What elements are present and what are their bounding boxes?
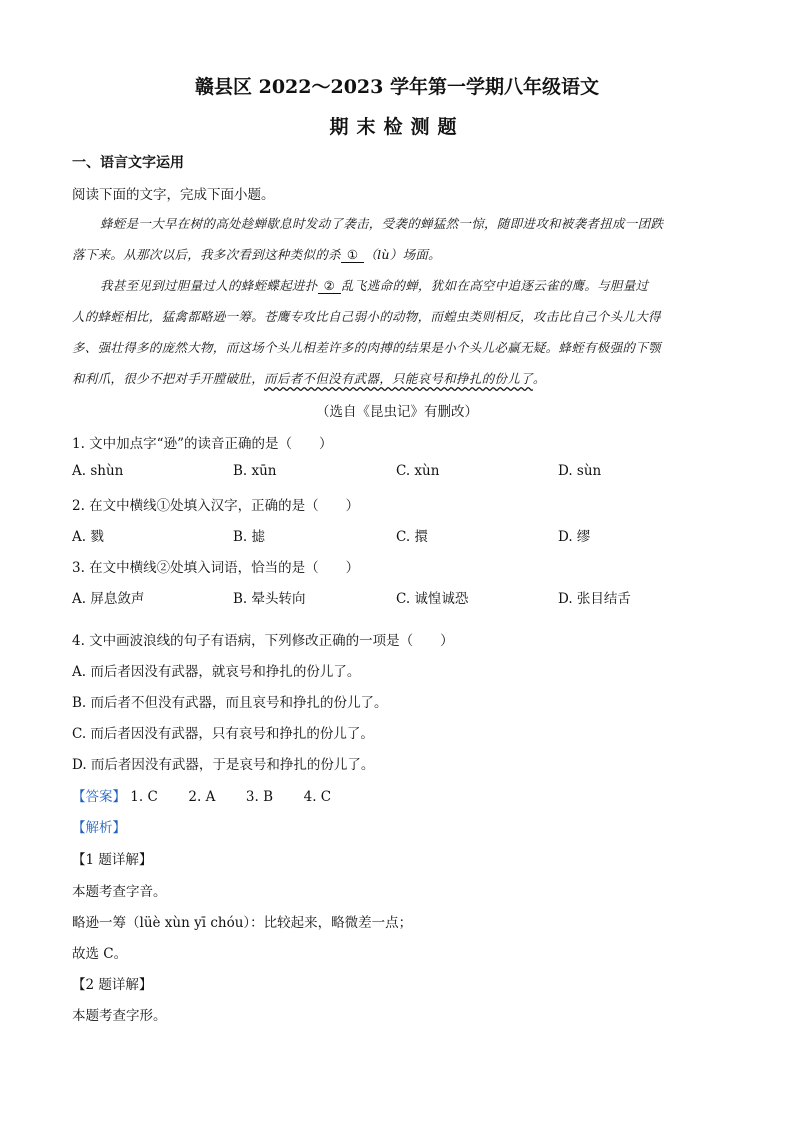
question-1-option-b[interactable]: B. xūn [233,463,277,479]
answer-item: 3. B [245,789,274,805]
section-heading: 一、语言文字运用 [72,155,184,171]
passage-p2-line3: 多、强壮得多的庞然大物，而这场个头儿相差许多的肉搏的结果是小个头儿必赢无疑。蜂蛭有极强的下颚 [72,340,661,355]
passage-text: （lù）场面。 [364,247,441,262]
wavy-underlined-sentence: 而后者不但没有武器，只能哀号和挣扎的份儿了 [264,371,533,386]
blank-1: ① [341,247,365,263]
question-4-stem: 4. 文中画波浪线的句子有语病，下列修改正确的一项是（ ） [72,633,454,649]
question-1-option-a[interactable]: A. shùn [72,463,124,479]
passage-p2-line4 [72,369,546,387]
question-2-option-c[interactable]: C. 擐 [396,529,428,545]
section-instruction: 阅读下面的文字，完成下面小题。 [72,187,275,203]
page-subtitle: 期末检测题 [329,116,465,138]
blank-2: ② [318,278,342,294]
passage-p1-line2 [72,245,441,263]
q2-detail-heading: 【2 题详解】 [72,977,153,993]
question-1-stem: 1. 文中加点字“逊”的读音正确的是（ ） [72,436,333,452]
q2-detail-line: 本题考查字形。 [72,1008,167,1024]
passage-p2-line2: 人的蜂蛭相比，猛禽都略逊一筹。苍鹰专攻比自己弱小的动物，而蝗虫类则相反，攻击比自己个头儿大得 [72,309,661,324]
question-2-option-b[interactable]: B. 摅 [233,529,266,545]
question-3-option-a[interactable]: A. 屏息敛声 [72,591,145,607]
question-3-option-d[interactable]: D. 张目结舌 [558,591,631,607]
question-3-stem: 3. 在文中横线②处填入词语，恰当的是（ ） [72,560,360,576]
question-4-option-a[interactable]: A. 而后者因没有武器，就哀号和挣扎的份儿了。 [72,664,361,680]
q1-detail-line: 故选 C。 [72,946,128,962]
passage-p2-line1 [100,276,648,294]
passage-text: 我甚至见到过胆量过人的蜂蛭蝶起进扑 [100,278,318,293]
passage-text: 和利爪，很少不把对手开膛破肚， [72,371,265,386]
question-4-option-c[interactable]: C. 而后者因没有武器，只有哀号和挣扎的份儿了。 [72,726,374,742]
answer-item: 2. A [188,789,216,805]
answer-item: 1. C [130,789,158,805]
passage-p1-line1: 蜂蛭是一大早在树的高处趁蝉歇息时发动了袭击，受袭的蝉猛然一惊，随即进攻和被袭者扭成一团跌 [100,216,664,231]
question-2-option-a[interactable]: A. 戮 [72,529,104,545]
q1-detail-line: 本题考查字音。 [72,884,167,900]
question-3-option-b[interactable]: B. 晕头转向 [233,591,306,607]
question-4-option-d[interactable]: D. 而后者因没有武器，于是哀号和挣扎的份儿了。 [72,757,375,773]
answer-item: 4. C [303,789,332,805]
q1-detail-line: 略逊一筹（lüè xùn yī chóu）：比较起来，略微差一点； [72,915,413,931]
passage-source: （选自《昆虫记》有删改） [316,404,478,420]
analysis-label: 【解析】 [72,820,126,836]
question-3-option-c[interactable]: C. 诚惶诚恐 [396,591,469,607]
passage-text: 落下来。从那次以后，我多次看到这种类似的杀 [72,247,341,262]
q1-detail-heading: 【1 题详解】 [72,852,153,868]
passage-text: 乱飞逃命的蝉，犹如在高空中追逐云雀的鹰。与胆量过 [341,278,649,293]
question-1-option-d[interactable]: D. sùn [558,463,602,479]
passage-text: 。 [532,371,546,386]
question-2-option-d[interactable]: D. 缪 [558,529,591,545]
question-4-option-b[interactable]: B. 而后者不但没有武器，而且哀号和挣扎的份儿了。 [72,695,388,711]
answer-row [72,785,331,805]
answer-label: 【答案】 [72,789,126,805]
page-title: 赣县区 2022～2023 学年第一学期八年级语文 [195,76,599,98]
question-1-option-c[interactable]: C. xùn [396,463,440,479]
question-2-stem: 2. 在文中横线①处填入汉字，正确的是（ ） [72,498,360,514]
